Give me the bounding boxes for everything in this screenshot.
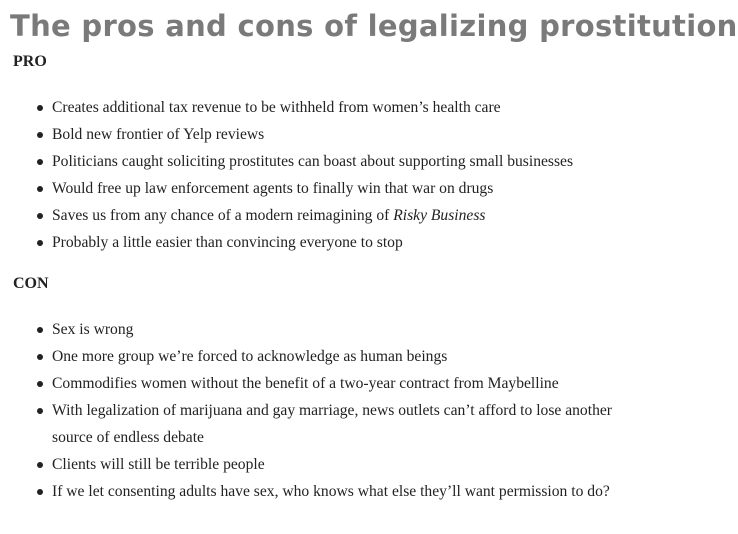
pro-item: [0, 94, 657, 121]
pro-list: [0, 94, 657, 256]
movie-title: Risky Business: [393, 207, 486, 224]
bullet-icon: [37, 159, 43, 165]
page-title: The pros and cons of legalizing prostitution: [10, 9, 738, 43]
pro-item: [0, 202, 657, 229]
bullet-icon: [37, 240, 43, 246]
con-item: [0, 478, 657, 505]
con-item: [0, 370, 657, 397]
con-item: [0, 316, 657, 343]
list-item-text: Clients will still be terrible people: [52, 456, 265, 473]
bullet-icon: [37, 489, 43, 495]
bullet-icon: [37, 408, 43, 414]
bullet-icon: [37, 213, 43, 219]
list-item-text: Probably a little easier than convincing everyone to stop: [52, 234, 403, 251]
con-item: [0, 343, 657, 370]
list-item-text: Bold new frontier of Yelp reviews: [52, 126, 265, 143]
list-item-text: Politicians caught soliciting prostitutes can boast about supporting small businesses: [52, 153, 574, 170]
bullet-icon: [37, 327, 43, 333]
con-item: [0, 397, 657, 451]
list-item-text: Sex is wrong: [52, 321, 134, 338]
pro-item: [0, 229, 657, 256]
pro-heading: PRO: [13, 53, 47, 70]
con-item: [0, 451, 657, 478]
bullet-icon: [37, 462, 43, 468]
bullet-icon: [37, 381, 43, 387]
list-item-text: If we let consenting adults have sex, who knows what else they’ll want permission to do?: [52, 483, 610, 500]
list-item-text: Saves us from any chance of a modern reimagining of: [52, 207, 394, 224]
list-item-text: One more group we’re forced to acknowledge as human beings: [52, 348, 448, 365]
con-list: [0, 316, 657, 505]
pro-item: [0, 175, 657, 202]
bullet-icon: [37, 105, 43, 111]
bullet-icon: [37, 186, 43, 192]
pro-item: [0, 121, 657, 148]
bullet-icon: [37, 354, 43, 360]
list-item-text: With legalization of marijuana and gay marriage, news outlets can’t afford to lose another source of endless debate: [52, 402, 612, 446]
list-item-text: Commodifies women without the benefit of a two-year contract from Maybelline: [52, 375, 559, 392]
con-heading: CON: [13, 275, 49, 292]
list-item-text: Creates additional tax revenue to be withheld from women’s health care: [52, 99, 501, 116]
bullet-icon: [37, 132, 43, 138]
list-item-text: Would free up law enforcement agents to finally win that war on drugs: [52, 180, 494, 197]
pro-item: [0, 148, 657, 175]
